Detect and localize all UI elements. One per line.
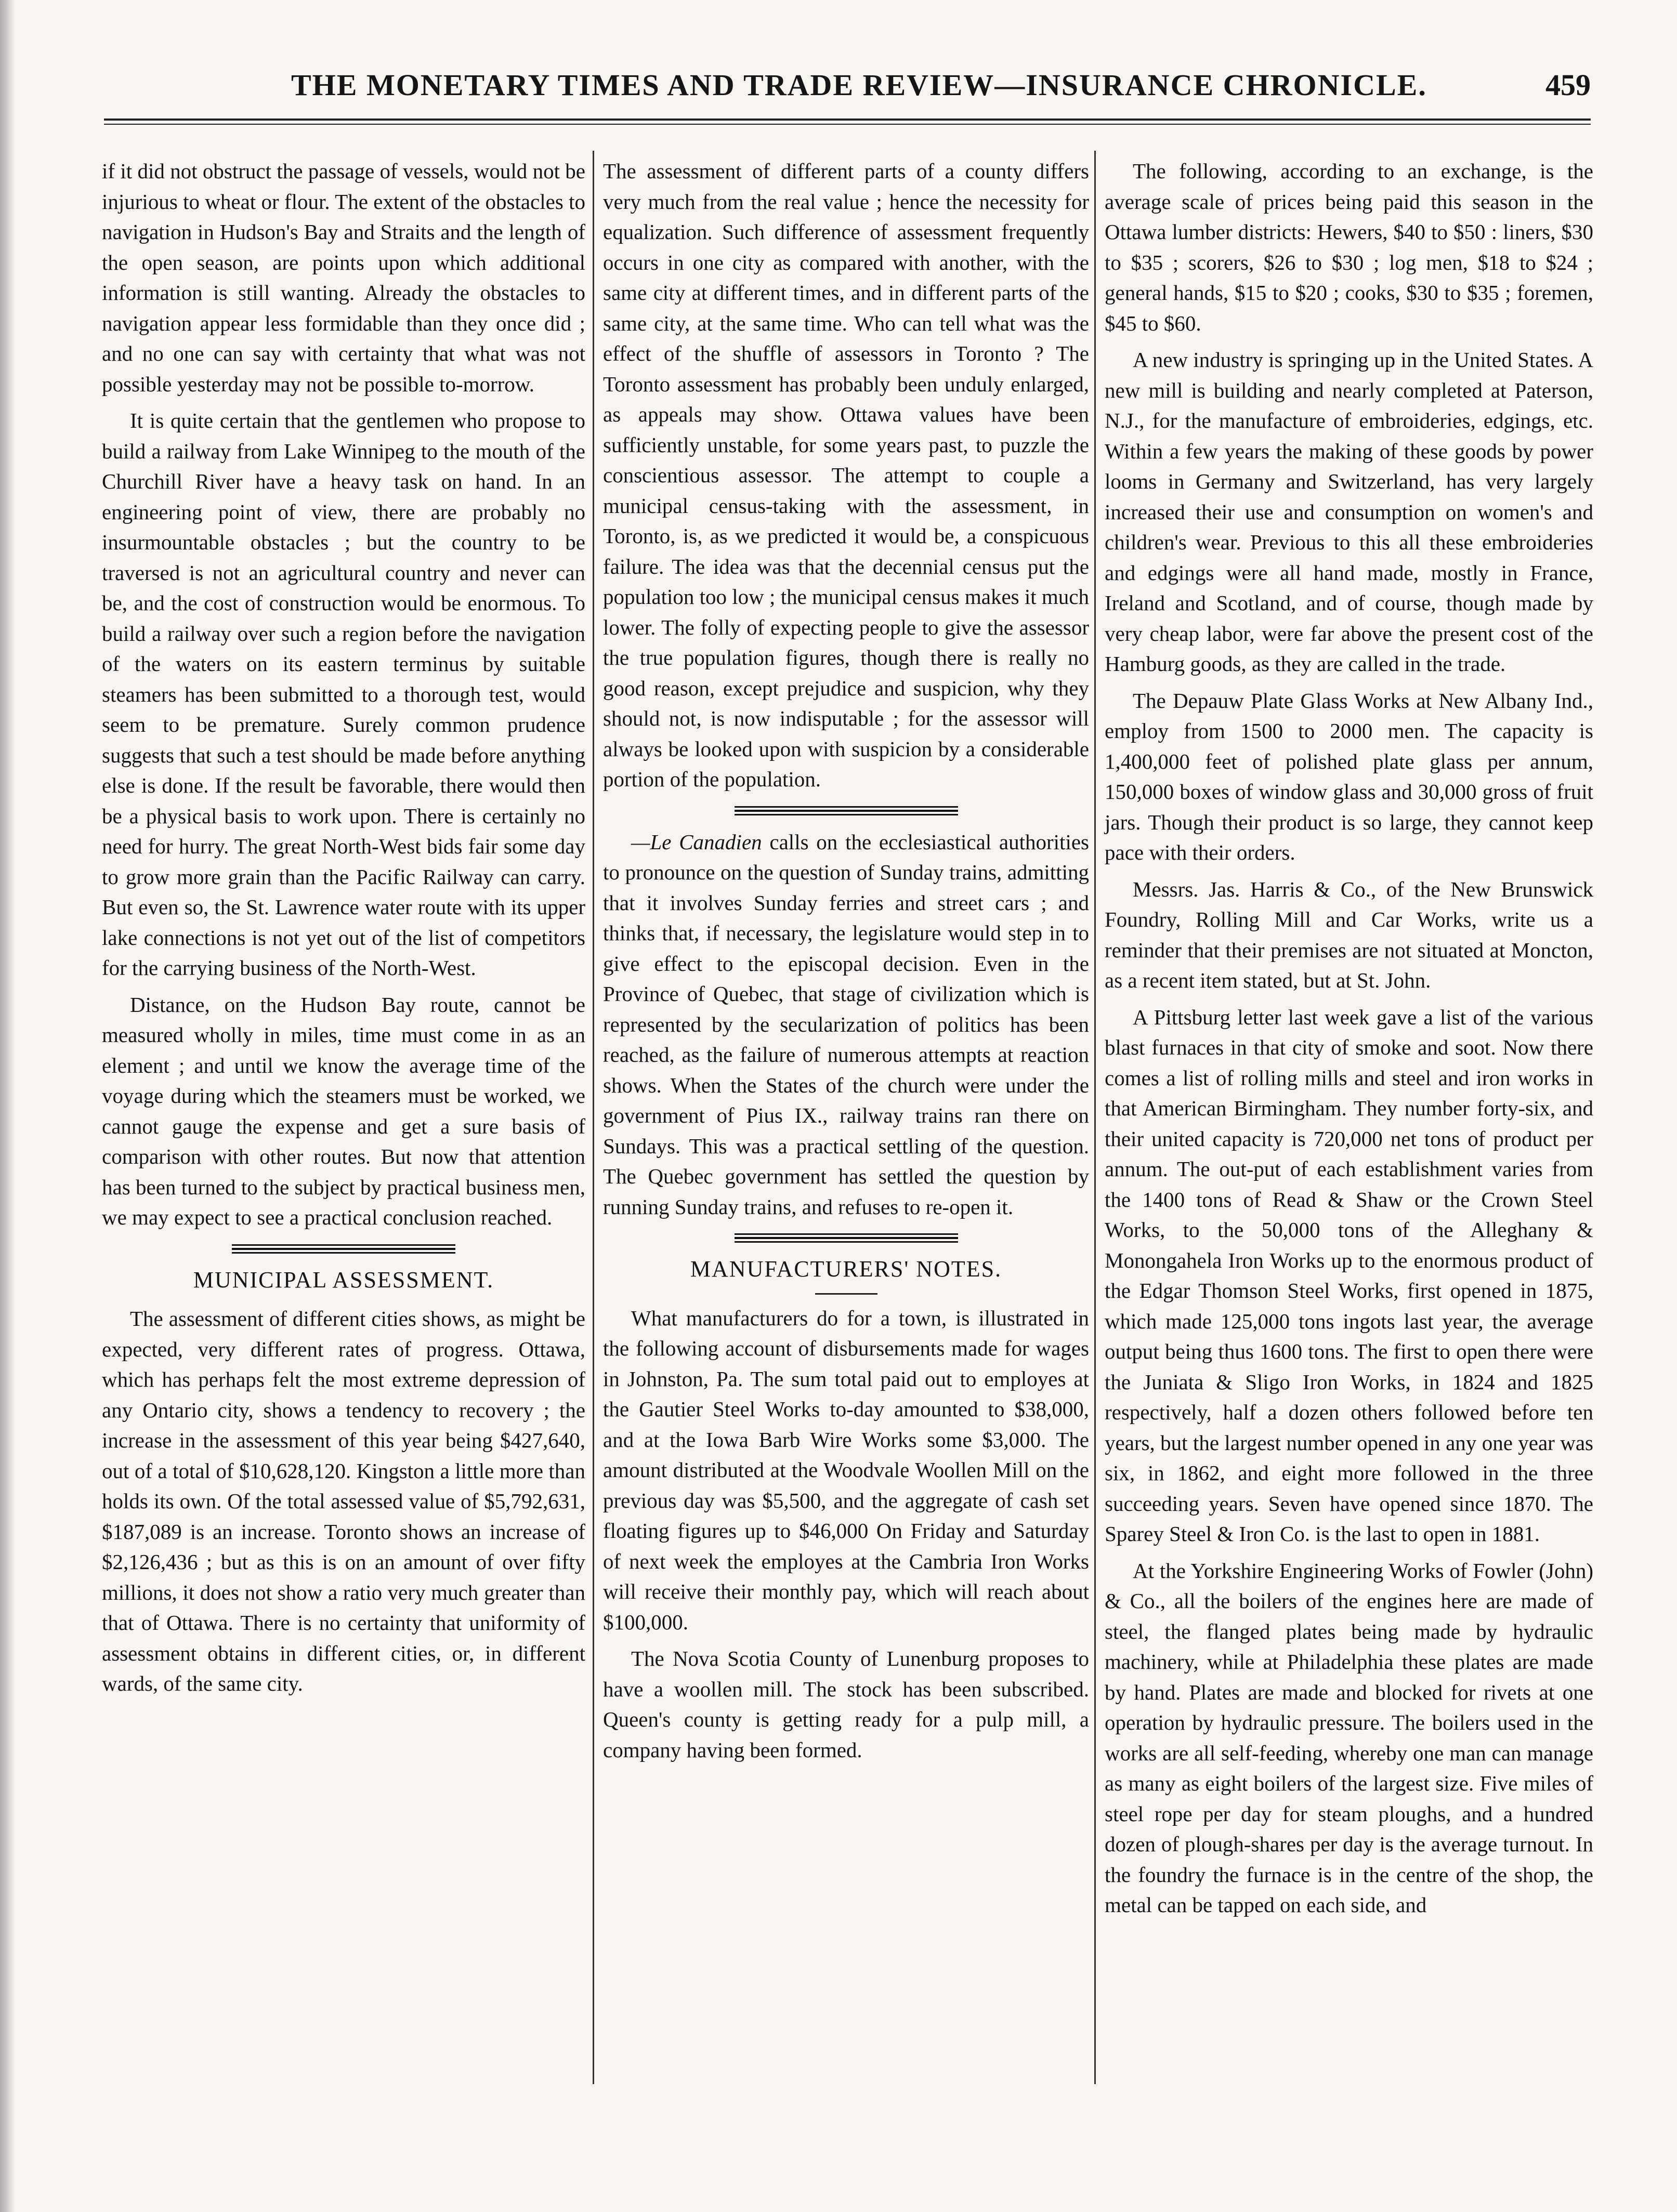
paragraph: The assessment of different cities shows, as might be expected, very different rates of progress. Ottawa, which has perhaps felt the most extreme depression of any Ontario city, shows a tendency to recovery ; the increase in the assessment of this year being $427,640, out of a total of $10,628,120. Kingston a little more than holds its own. Of the total assessed value of $5,792,631, $187,089 is an increase. Toronto shows an increase of $2,126,436 ; but as this is on an amount of over fifty millions, it does not show a ratio very much greater than that of Ottawa. There is no certainty that uniformity of assessment obtains in different cities, or, in different wards, of the same city. [102,1307,585,1695]
column-divider-2 [1094,151,1096,2084]
paragraph-text: calls on the ecclesiastical authorities to pronounce on the question of Sunday trains, admitting that it involves Sunday ferries and street cars ; and thinks that, if necessary, the legislature would step in to give effect to the episcopal decision. Even in the Province of Quebec, that stage of civilization which is represented by the secularization of politics has been reached, as the failure of numerous attempts at reaction shows. When the States of the church were under the government of Pius IX., railway trains ran there on Sundays. This was a practical settling of the question. The Quebec government has settled the question by running Sunday trains, and refuses to re-open it. [603,830,1089,1219]
page-number: 459 [1545,68,1591,102]
paragraph: The Nova Scotia County of Lunenburg proposes to have a woollen mill. The stock has been subscribed. Queen's county is getting ready for a pulp mill, a company having been formed. [603,1647,1089,1762]
paragraph: if it did not obstruct the passage of vessels, would not be injurious to wheat or flour. The extent of the obstacles to navigation in Hudson's Bay and Straits and the length of the open season, are points upon which additional information is still wanting. Already the obstacles to navigation appear less formidable than they once did ; and no one can say with certainty that what was not possible yesterday may not be possible to-morrow. [102,159,585,396]
section-heading-manufacturers-notes: MANUFACTURERS' NOTES. [690,1256,1002,1282]
section-rule [735,1233,958,1243]
column-1 [102,156,585,1705]
header-double-rule [104,118,1591,125]
column-2 [603,156,1089,1771]
paragraph: What manufacturers do for a town, is illustrated in the following account of disbursements made for wages in Johnston, Pa. The sum total paid out to employes at the Gautier Steel Works to-day amounted to $38,000, and at the Iowa Barb Wire Works some $3,000. The amount distributed at the Woodvale Woollen Mill on the previous day was $5,500, and the aggregate of cash set floating figures up to $46,000 On Friday and Saturday of next week the employes at the Cambria Iron Works will receive their monthly pay, which will reach about $100,000. [603,1306,1089,1634]
page-header [104,62,1591,109]
short-rule [815,1293,877,1295]
paragraph [603,827,1089,1222]
paragraph: It is quite certain that the gentlemen who propose to build a railway from Lake Winnipeg to the mouth of the Churchill River have a heavy task on hand. In an engineering point of view, there are probably no insurmountable obstacles ; but the country to be traversed is not an agricultural country and never can be, and the cost of construction would be enormous. To build a railway over such a region before the navigation of the waters on its eastern terminus by suitable steamers has been submitted to a thorough test, would seem to be premature. Surely common prudence suggests that such a test should be made before anything else is done. If the result be favorable, there would then be a physical basis to work upon. There is certainly no need for hurry. The great North-West bids fair some day to grow more grain than the Pacific Railway can carry. But even so, the St. Lawrence water route with its upper lake connections is not yet out of the list of competitors for the carrying business of the North-West. [102,409,585,980]
section-heading-municipal-assessment: MUNICIPAL ASSESSMENT. [193,1267,494,1293]
paragraph: A new industry is springing up in the United States. A new mill is building and nearly completed at Paterson, N.J., for the manufacture of embroideries, edgings, etc. Within a few years the making of these goods by power looms in Germany and Switzerland, has very largely increased their use and consumption on women's and children's wear. Previous to this all these embroideries and edgings were all hand made, mostly in France, Ireland and Scotland, and of course, though made by very cheap labor, were far above the present cost of the Hamburg goods, as they are called in the trade. [1105,348,1593,676]
section-rule [232,1244,455,1254]
scan-edge-shadow [0,0,15,2212]
section-rule [735,806,958,815]
column-3 [1105,156,1593,1927]
paragraph: Distance, on the Hudson Bay route, cannot be measured wholly in miles, time must come in as an element ; and until we know the average time of the voyage during which the steamers must be worked, we cannot gauge the expense and get a sure basis of comparison with other routes. But now that attention has been turned to the subject by practical business men, we may expect to see a practical conclusion reached. [102,992,585,1229]
running-title: THE MONETARY TIMES AND TRADE REVIEW—INSURANCE CHRONICLE. [291,68,1427,102]
paragraph: A Pittsburg letter last week gave a list of the various blast furnaces in that city of smoke and soot. Now there comes a list of rolling mills and steel and iron works in that American Birmingham. They number forty-six, and their united capacity is 720,000 net tons of product per annum. The out-put of each establishment varies from the 1400 tons of Read & Shaw or the Crown Steel Works, to the 50,000 tons of the Alleghany & Monongahela Iron Works up to the enormous product of the Edgar Thomson Steel Works, first opened in 1875, which made 125,000 tons ingots last year, the average output being thus 1600 tons. The first to open there were the Juniata & Sligo Iron Works, in 1824 and 1825 respectively, half a dozen others followed before ten years, but the largest number opened in any one year was six, in 1862, and eight more followed in the three succeeding years. Seven have opened since 1870. The Sparey Steel & Iron Co. is the last to open in 1881. [1105,1005,1593,1546]
paragraph: The assessment of different parts of a county differs very much from the real value ; hence the necessity for equalization. Such difference of assessment frequently occurs in one city as compared with another, with the same city at different times, and in different parts of the same city, at the same time. Who can tell what was the effect of the shuffle of assessors in Toronto ? The Toronto assessment has probably been unduly enlarged, as appeals may show. Ottawa values have been sufficiently unstable, for some years past, to puzzle the conscientious assessor. The attempt to couple a municipal census-taking with the assessment, in Toronto, is, as we predicted it would be, a conspicuous failure. The idea was that the decennial census put the population too low ; the municipal census makes it much lower. The folly of expecting people to give the assessor the true population figures, though there is really no good reason, except prejudice and suspicion, why they should not, is now indisputable ; for the assessor will always be looked upon with suspicion by a considerable portion of the population. [603,159,1089,791]
column-divider-1 [593,151,594,2084]
publication-name: —Le Canadien [631,830,762,854]
paragraph: Messrs. Jas. Harris & Co., of the New Brunswick Foundry, Rolling Mill and Car Works, write us a reminder that their premises are not situated at Moncton, as a recent item stated, but at St. John. [1105,877,1593,992]
paragraph: The Depauw Plate Glass Works at New Albany Ind., employ from 1500 to 2000 men. The capacity is 1,400,000 feet of polished plate glass per annum, 150,000 boxes of window glass and 30,000 gross of fruit jars. Though their product is so large, they cannot keep pace with their orders. [1105,688,1593,864]
paragraph: The following, according to an exchange, is the average scale of prices being paid this season in the Ottawa lumber districts: Hewers, $40 to $50 : liners, $30 to $35 ; scorers, $26 to $30 ; log men, $18 to $24 ; general hands, $15 to $20 ; cooks, $30 to $35 ; foremen, $45 to $60. [1105,159,1593,335]
paragraph: At the Yorkshire Engineering Works of Fowler (John) & Co., all the boilers of the engines here are made of steel, the flanged plates being made by hydraulic machinery, while at Philadelphia these plates are made by hand. Plates are made and blocked for rivets at one operation by hydraulic pressure. The boilers used in the works are all self-feeding, whereby one man can manage as many as eight boilers of the largest size. Five miles of steel rope per day for steam ploughs, and a hundred dozen of plough-shares per day is the average turnout. In the foundry the furnace is in the centre of the shop, the metal can be tapped on each side, and [1105,1558,1593,1917]
